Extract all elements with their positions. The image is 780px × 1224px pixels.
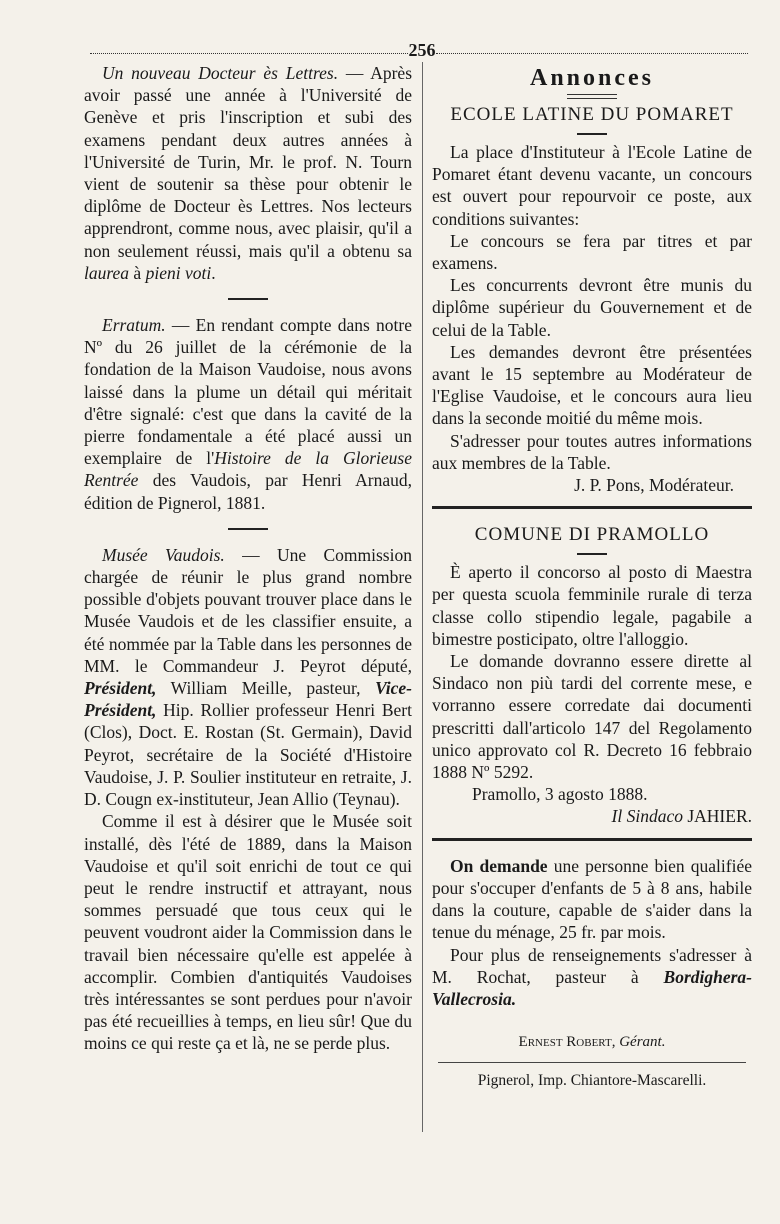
- musee-title: Musée Vaudois.: [102, 544, 225, 565]
- ecole-paragraph-3: Les concurrents devront être munis du diplôme supérieur du Gouvernement et de celui de la Table.: [432, 275, 752, 340]
- erratum-end: des Vaudois, par Henri Arnaud, édition de Pignerol, 1881.: [84, 470, 412, 513]
- separator-1: [228, 298, 268, 300]
- docteur-article: [84, 62, 412, 284]
- ecole-signature: J. P. Pons, Modérateur.: [574, 475, 734, 496]
- comune-paragraph-2: Le domande dovranno essere dirette al Sindaco non più tardi del corrente mese, e vorranno essere corredate dai documenti prescritti dall'articolo 147 del Regolamento unico approvato col R. Decreto 16 febbraio 1888 Nº 5292.: [432, 651, 752, 783]
- comune-title: COMUNE DI PRAMOLLO: [474, 524, 710, 546]
- ecole-paragraph-2: Le concours se fera par titres et par examens.: [432, 230, 752, 274]
- right-column: [432, 62, 752, 1091]
- docteur-a: à: [129, 262, 146, 283]
- erratum-book-title: Histoire de la Glorieuse Rentrée: [84, 448, 413, 491]
- comune-paragraph-1: È aperto il concorso al posto di Maestra per questa scuola femminile rurale di terza classe collo stipendio legale, pagabile a bimestre posticipato, oltre l'alloggio.: [432, 562, 752, 649]
- page-number: 256: [408, 40, 436, 60]
- docteur-title: Un nouveau Docteur ès Lettres.: [102, 63, 339, 83]
- gerant-line: [432, 1032, 752, 1052]
- ecole-paragraph-1: La place d'Instituteur à l'Ecole Latine de Pomaret étant devenu vacante, un concours est ouvert pour repourvoir ce poste, aux conditions suivantes:: [432, 142, 752, 229]
- docteur-pieni-voti: pieni voti: [145, 262, 212, 283]
- docteur-laurea: laurea: [84, 262, 130, 283]
- musee-body-1: — Une Commission chargée de réunir le plus grand nombre possible d'objets pouvant trouver place dans le Musée Vaudois et de les classifier ensuite, a été nommée par la Table dans les personnes de MM. le Commandeur J. Peyrot député,: [84, 544, 412, 676]
- gerant-name: Ernest Robert,: [518, 1034, 620, 1051]
- left-column: [84, 62, 412, 1055]
- musee-body-2: William Meille, pasteur,: [156, 678, 376, 699]
- annonces-heading: Annonces: [529, 65, 655, 91]
- demande-body: une personne bien qualifiée pour s'occuper d'enfants de 5 à 8 ans, habile dans la couture, capable de s'aider dans la tenue du ménage, 25 fr. par mois.: [432, 855, 753, 943]
- header-rule-right: [436, 53, 748, 54]
- demande-paragraph-1: [432, 855, 752, 944]
- ecole-title: ECOLE LATINE DU POMARET: [450, 104, 734, 125]
- erratum-article: [84, 314, 412, 514]
- printer-line: Pignerol, Imp. Chiantore-Mascarelli.: [477, 1072, 707, 1090]
- docteur-body: — Après avoir passé une année à l'Université de Genève et pris l'inscription et subi des examens pendant deux autres années à l'Université de Turin, Mr. le prof. N. Tourn vient de soutenir sa thèse pour obtenir le diplôme de Docteur ès Lettres. Nos lecteurs apprendront, comme nous, avec plaisir, qu'il a non seulement réussi, mais qu'il a obtenu sa: [84, 63, 412, 261]
- column-divider: [422, 62, 423, 1132]
- erratum-body: — En rendant compte dans notre Nº du 26 juillet de la cérémonie de la fondation de la Maison Vaudoise, nous avons laissé dans la plume un détail qui méritait d'être signalé: c'est que dans la cavité de la pierre fondamentale a été placé aussi un exemplaire de l': [84, 315, 412, 469]
- comune-signature: [432, 805, 752, 827]
- ecole-separator: [577, 133, 607, 135]
- demande-paragraph-2: [432, 944, 752, 1011]
- musee-article: [84, 544, 412, 810]
- comune-date: Pramollo, 3 agosto 1888.: [472, 784, 648, 805]
- ecole-paragraph-4: Les demandes devront être présentées avant le 15 septembre au Modérateur de l'Eglise Vaudoise, et le concours aura lieu dans la seconde moitié du même mois.: [432, 341, 752, 429]
- musee-vice-president: Vice-Président,: [84, 678, 412, 721]
- separator-2: [228, 528, 268, 530]
- demande-title: On demande: [450, 855, 548, 876]
- demande-contact: Pour plus de renseignements s'adresser à M. Rochat, pasteur à: [432, 944, 752, 987]
- comune-sindaco-name: JAHIER.: [682, 806, 752, 827]
- demande-place: Bordighera-Vallecrosia.: [432, 966, 752, 1009]
- musee-body-3: Hip. Rollier professeur Henri Bert (Clos), Doct. E. Rostan (St. Germain), David Peyrot, secrétaire de la Société d'Histoire Vaudoise, J. P. Soulier instituteur en retraite, J. D. Cougn ex-instituteur, Jean Allio (Teynau).: [84, 700, 412, 810]
- musee-president: Président,: [84, 678, 157, 699]
- rule-2: [432, 838, 752, 841]
- docteur-end: .: [211, 262, 216, 283]
- comune-separator: [577, 553, 607, 555]
- header-rule-left: [90, 53, 408, 54]
- comune-sindaco-label: Il Sindaco: [611, 806, 683, 827]
- rule-1: [432, 506, 752, 509]
- gerant-label: Gérant.: [619, 1034, 666, 1051]
- rule-3: [438, 1062, 746, 1063]
- annonces-rule: [567, 94, 617, 99]
- musee-paragraph-2: Comme il est à désirer que le Musée soit installé, dès l'été de 1889, dans la Maison Vaudoise et qu'il soit enrichi de tout ce qui peut le rendre instructif et attrayant, nous sommes persuadé que tous ceux qui le peuvent voudront aider la Commission dans le travail bien nécessaire qu'elle est appelée à accomplir. Combien d'antiquités Vaudoises très intéressantes se sont perdues pour n'avoir pas été recueillies à temps, en lieu sûr! Que du moins ce qui reste ça et là, ne se perde plus.: [84, 811, 412, 1054]
- ecole-paragraph-5: S'adresser pour toutes autres informations aux membres de la Table.: [432, 430, 752, 473]
- erratum-title: Erratum.: [102, 315, 166, 336]
